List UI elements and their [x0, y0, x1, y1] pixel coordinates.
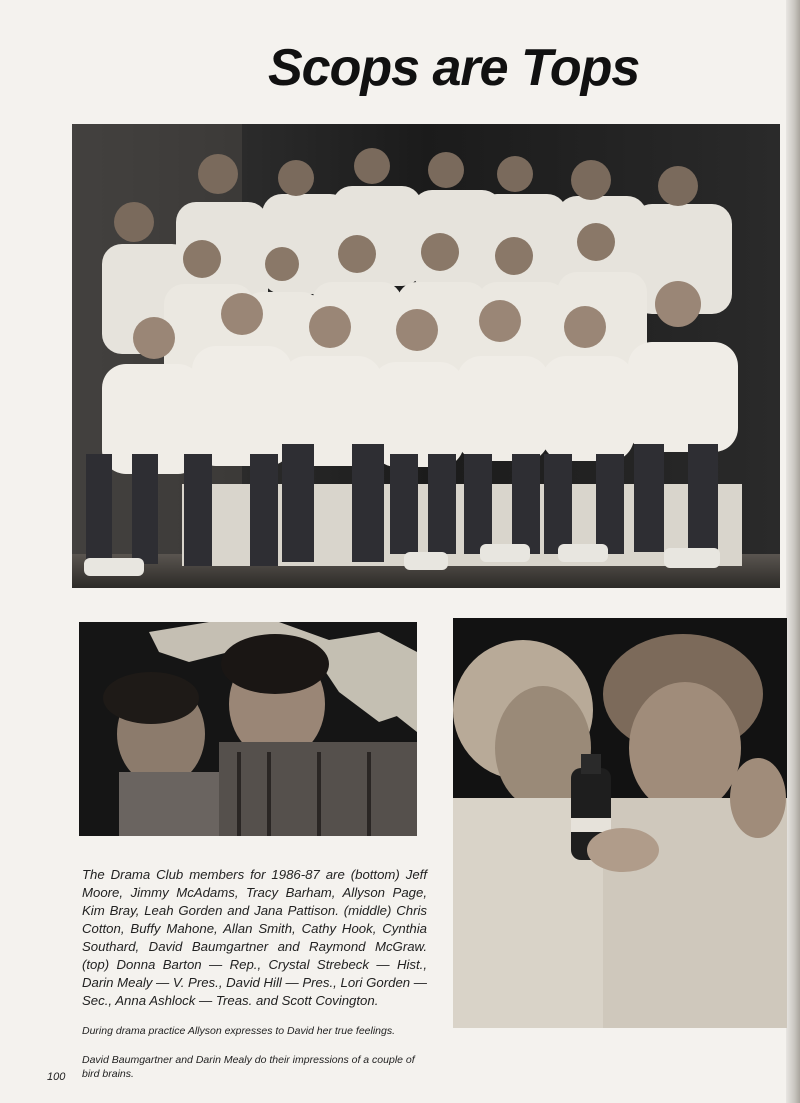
- page-title: Scops are Tops: [268, 39, 640, 97]
- bottle-photo-caption: During drama practice Allyson expresses to David her true feelings.: [82, 1025, 396, 1037]
- bird-brains-caption: David Baumgartner and Darin Mealy do their impressions of a couple of bird brains.: [82, 1054, 415, 1080]
- group-photo-caption: The Drama Club members for 1986-87 are (bottom) Jeff Moore, Jimmy McAdams, Tracy Barham, Allyson Page, Kim Bray, Leah Gorden and Jana Pattison. (middle) Chris Cotton, Buffy Mahone, Allan Smith, Cathy Hook, Cynthia Southard, David Baumgartner and Raymond McGraw. (top) Donna Barton — Rep., Crystal Strebeck — Hist., Darin Mealy — V. Pres., David Hill — Pres., Lori Gorden — Sec., Anna Ashlock — Treas. and Scott Covington.: [82, 867, 427, 1008]
- bird-brains-image: [79, 622, 417, 836]
- page-edge: [786, 0, 800, 1103]
- page-number: 100: [47, 1071, 66, 1083]
- group-photo: [72, 124, 780, 588]
- bottle-photo: [453, 618, 787, 1028]
- group-photo-image: [72, 124, 780, 588]
- bottle-image: [453, 618, 787, 1028]
- bird-brains-photo: [79, 622, 417, 836]
